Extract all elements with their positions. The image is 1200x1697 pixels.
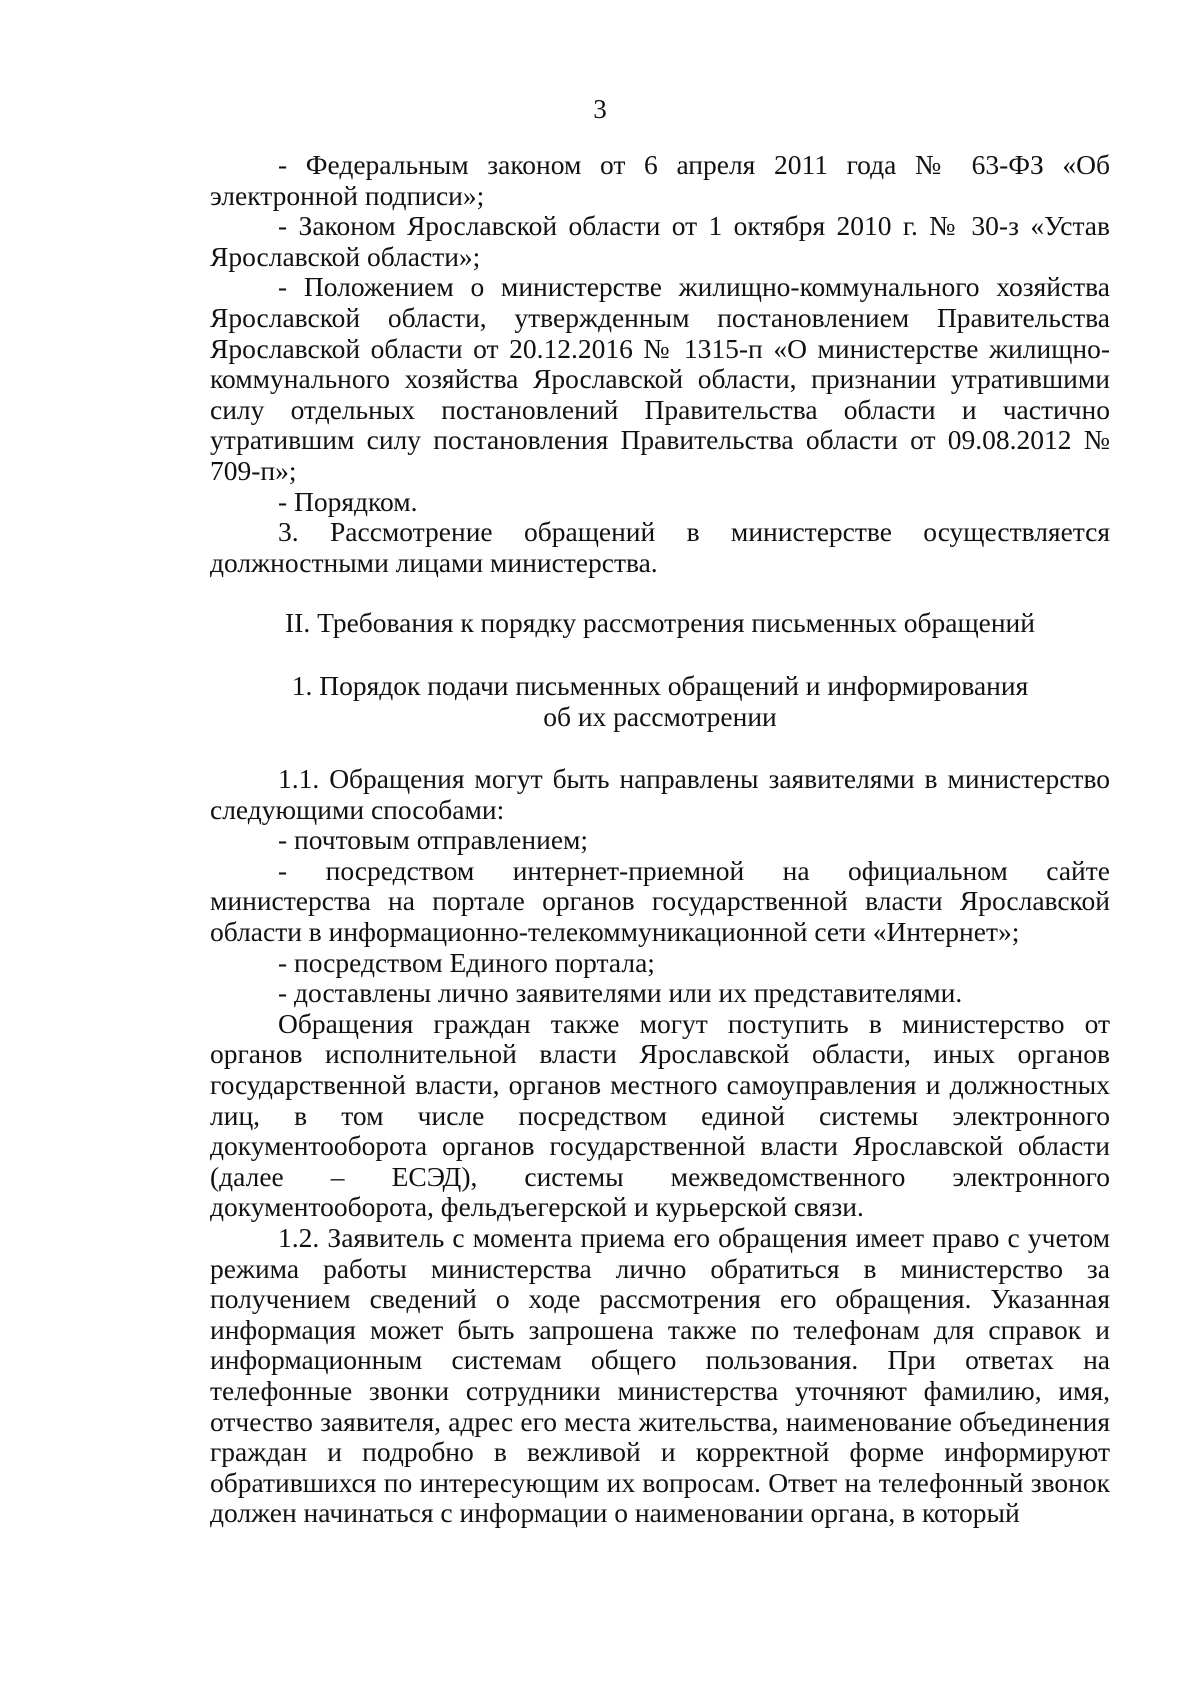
page-number: 3 xyxy=(593,94,607,124)
list-item-procedure: - Порядком. xyxy=(278,485,418,517)
subsection-heading-line1: 1. Порядок подачи письменных обращений и информирования xyxy=(291,669,1029,701)
list-item-regional-law: - Законом Ярославской области от 1 октября 2010 г. № 30-з «Устав Ярославской области»; xyxy=(210,210,1110,272)
list-item-mail: - почтовым отправлением; xyxy=(278,824,589,856)
paragraph-other-bodies: Обращения граждан также могут поступить в министерство от органов исполнительной власти Ярославской области, иных органов государственной власти, органов местного самоуправления и должностных лиц, в том числе посредством единой системы электронного документооборота органов государственной власти Ярославской области (далее – ЕСЭД), системы межведомственного электронного документооборота, фельдъегерской и курьерской связи. xyxy=(210,1007,1110,1223)
subsection-heading xyxy=(210,671,1110,732)
paragraph-item-3: 3. Рассмотрение обращений в министерстве осуществляется должностными лицами министерства. xyxy=(210,516,1110,578)
section-heading: II. Требования к порядку рассмотрения письменных обращений xyxy=(285,607,1035,639)
list-item-in-person: - доставлены лично заявителями или их представителями. xyxy=(278,977,963,1009)
paragraph-item-1-1: 1.1. Обращения могут быть направлены заявителями в министерство следующими способами: xyxy=(210,763,1110,825)
subsection-heading-line2: об их рассмотрении xyxy=(543,700,777,732)
list-item-internet-reception: - посредством интернет-приемной на официальном сайте министерства на портале органов государственной власти Ярославской области в информационно-телекоммуникационной сети «Интернет»; xyxy=(210,854,1110,948)
list-item-ministry-regulation: - Положением о министерстве жилищно-коммунального хозяйства Ярославской области, утвержденным постановлением Правительства Ярославской области от 20.12.2016 № 1315-п «О министерстве жилищно-коммунального хозяйства Ярославской области, признании утратившими силу отдельных постановлений Правительства области и частично утратившим силу постановления Правительства области от 09.08.2012 № 709-п»; xyxy=(210,271,1110,486)
list-item-federal-law: - Федеральным законом от 6 апреля 2011 года № 63-ФЗ «Об электронной подписи»; xyxy=(210,149,1110,211)
paragraph-item-1-2: 1.2. Заявитель с момента приема его обращения имеет право с учетом режима работы министерства лично обратиться в министерство за получением сведений о ходе рассмотрения его обращения. Указанная информация может быть запрошена также по телефонам для справок и информационным системам общего пользования. При ответах на телефонные звонки сотрудники министерства уточняют фамилию, имя, отчество заявителя, адрес его места жительства, наименование объединения граждан и подробно в вежливой и корректной форме информируют обратившихся по интересующим их вопросам. Ответ на телефонный звонок должен начинаться с информации о наименовании органа, в который xyxy=(210,1222,1110,1529)
list-item-unified-portal: - посредством Единого портала; xyxy=(278,946,655,978)
document-body xyxy=(210,150,1110,1529)
